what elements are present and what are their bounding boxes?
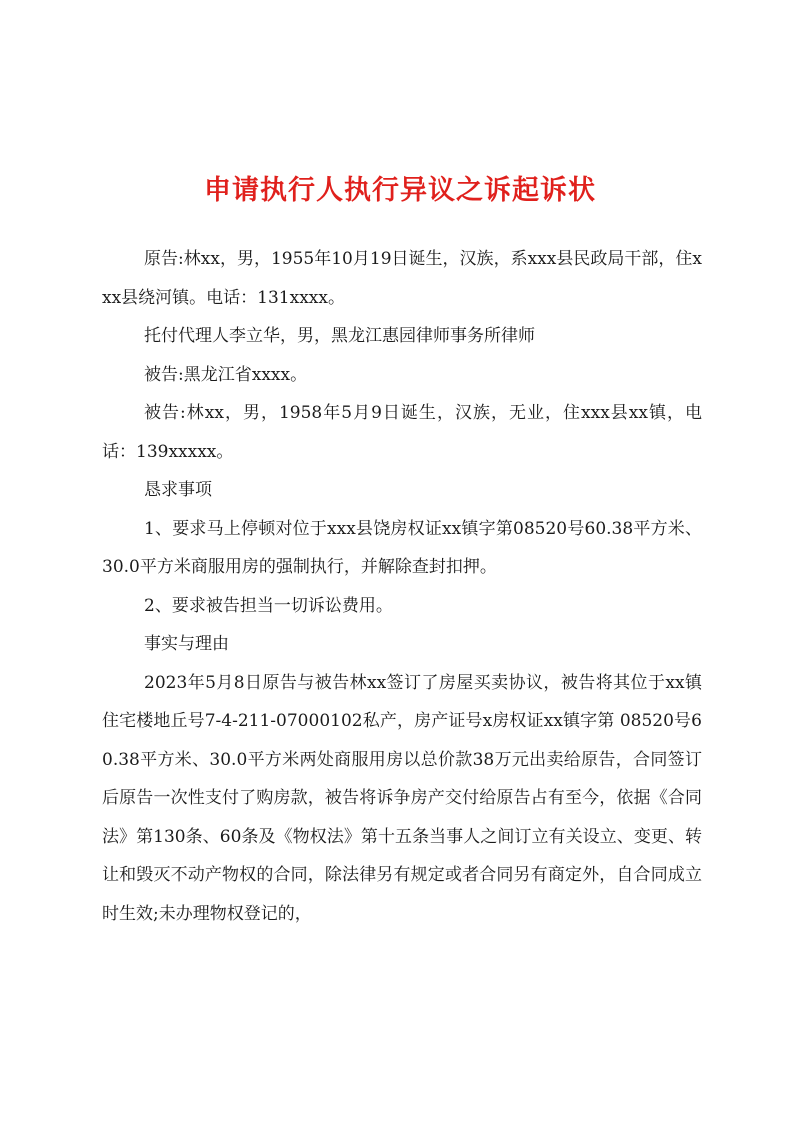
defendant-2-paragraph: 被告:林xx，男，1958年5月9日诞生，汉族，无业，住xxx县xx镇，电话：139xxxxx。 bbox=[102, 403, 702, 462]
agent-paragraph: 托付代理人李立华，男，黑龙江惠园律师事务所律师 bbox=[144, 326, 535, 346]
defendant-1-paragraph: 被告:黑龙江省xxxx。 bbox=[144, 364, 308, 385]
document-title: 申请执行人执行异议之诉起诉状 bbox=[204, 175, 596, 206]
claim-2-paragraph: 2、要求被告担当一切诉讼费用。 bbox=[144, 595, 393, 616]
facts-paragraph: 2023年5月8日原告与被告林xx签订了房屋买卖协议，被告将其位于xx镇住宅楼地丘号7-4-211-07000102私产，房产证号x房权证xx镇字第 08520号60.38平方米、30.0平方米两处商服用房以总价款38万元出卖给原告，合同签订后原告一次性支付了购房款，被告将诉争房产交付给原告占有至今，依据《合同法》第130条、60条及《物权法》第十五条当事人之间订立有关设立、变更、转让和毁灭不动产物权的合同，除法律另有规定或者合同另有商定外，自合同成立时生效;未办理物权登记的， bbox=[102, 672, 702, 924]
document-body bbox=[102, 240, 702, 933]
claim-1-paragraph: 1、要求马上停顿对位于xxx县饶房权证xx镇字第08520号60.38平方米、30.0平方米商服用房的强制执行，并解除查封扣押。 bbox=[102, 518, 702, 577]
plaintiff-paragraph: 原告:林xx，男，1955年10月19日诞生，汉族，系xxx县民政局干部，住xxx县绕河镇。电话：131xxxx。 bbox=[102, 249, 702, 308]
facts-heading: 事实与理由 bbox=[144, 634, 229, 654]
claims-heading: 恳求事项 bbox=[144, 480, 212, 500]
